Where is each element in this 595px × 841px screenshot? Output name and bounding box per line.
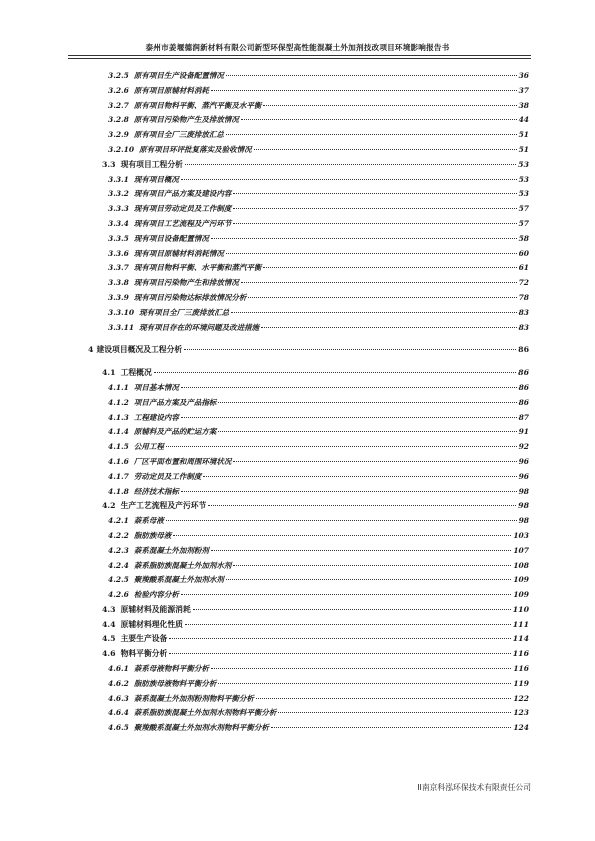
toc-entry-4-2-6[interactable]	[0, 587, 595, 602]
toc-entry-4-2-4[interactable]	[0, 558, 595, 573]
toc-entry-number: 4.2.1	[108, 516, 129, 526]
toc-entry-title: 工程建设内容	[133, 412, 179, 422]
toc-entry-3-2-9[interactable]	[0, 127, 595, 142]
toc-entry-number: 4.6.1	[108, 664, 129, 674]
toc-entry-number: 4.1.7	[108, 471, 129, 481]
toc-leader-dots	[263, 105, 516, 106]
toc-leader-dots	[154, 372, 516, 373]
toc-leader-dots	[231, 312, 516, 313]
toc-entry-page: 87	[518, 412, 529, 422]
toc-leader-dots	[271, 727, 511, 728]
toc-entry-title: 现有项目污染物产生和排放情况	[133, 278, 239, 288]
toc-entry-page: 96	[518, 471, 529, 481]
toc-entry-title: 现有项目全厂三废排放汇总	[139, 307, 230, 317]
toc-entry-number: 4.6.4	[108, 708, 129, 718]
toc-leader-dots	[208, 505, 516, 506]
toc-entry-page: 86	[518, 397, 529, 407]
toc-entry-4-1-3[interactable]	[0, 410, 595, 425]
toc-entry-title: 原有项目全厂三废排放汇总	[133, 130, 224, 140]
toc-leader-dots	[256, 698, 511, 699]
toc-entry-title: 项目基本情况	[133, 382, 179, 392]
toc-entry-title: 原有项目环评批复落实及验收情况	[139, 144, 252, 154]
toc-entry-page: 51	[518, 144, 529, 154]
toc-entry-number: 4.1.8	[108, 486, 129, 496]
toc-entry-page: 83	[518, 307, 529, 317]
toc-leader-dots	[233, 223, 516, 224]
toc-leader-dots	[241, 282, 517, 283]
toc-entry-number: 4.1.4	[108, 427, 129, 437]
toc-entry-page: 116	[513, 664, 529, 674]
toc-entry-3-3-8[interactable]	[0, 275, 595, 290]
toc-entry-number: 4.1.1	[108, 382, 129, 392]
toc-entry-3-2-5[interactable]	[0, 68, 595, 83]
toc-entry-page: 123	[513, 708, 529, 718]
toc-entry-title: 萘系混凝土外加剂粉剂	[133, 545, 209, 555]
toc-entry-4-4[interactable]	[0, 617, 595, 632]
toc-entry-title: 现有项目污染物达标排放情况分析	[133, 292, 247, 302]
toc-entry-4-2-2[interactable]	[0, 528, 595, 543]
toc-entry-page: 119	[513, 678, 529, 688]
toc-entry-number: 3.2.8	[108, 115, 129, 125]
toc-entry-number: 3.3.3	[108, 204, 129, 214]
toc-entry-title: 原辅材料及能源消耗	[120, 604, 191, 614]
toc-entry-title: 现有项目设备配置情况	[133, 233, 209, 243]
toc-entry-4[interactable]	[0, 342, 595, 357]
toc-entry-4-1-2[interactable]	[0, 395, 595, 410]
toc-entry-page: 92	[518, 442, 529, 452]
toc-entry-page: 98	[518, 516, 529, 526]
toc-entry-title: 萘系混凝土外加剂粉剂物料平衡分析	[133, 693, 254, 703]
toc-entry-page: 38	[518, 100, 529, 110]
toc-entry-number: 4.3	[102, 604, 116, 614]
toc-entry-title: 生产工艺流程及产污环节	[120, 501, 207, 511]
toc-entry-page: 57	[518, 218, 529, 228]
toc-entry-page: 109	[513, 590, 529, 600]
toc-entry-4-2-5[interactable]	[0, 572, 595, 587]
toc-leader-dots	[233, 193, 516, 194]
toc-entry-title: 原辅材料理化性质	[120, 619, 183, 629]
toc-entry-3-2-6[interactable]	[0, 83, 595, 98]
toc-entry-title: 原有项目物料平衡、蒸汽平衡及水平衡	[133, 100, 262, 110]
toc-entry-title: 现有项目概况	[133, 174, 179, 184]
toc-leader-dots	[181, 491, 517, 492]
toc-entry-number: 4.2.5	[108, 575, 129, 585]
toc-leader-dots	[181, 417, 517, 418]
toc-entry-number: 4.1.6	[108, 456, 129, 466]
toc-leader-dots	[278, 712, 511, 713]
toc-leader-dots	[241, 119, 517, 120]
toc-leader-dots	[185, 624, 511, 625]
toc-entry-title: 现有项目物料平衡、水平衡和蒸汽平衡	[133, 263, 262, 273]
toc-entry-page: 103	[513, 530, 529, 540]
toc-entry-3-3[interactable]	[0, 157, 595, 172]
toc-entry-page: 53	[518, 174, 529, 184]
toc-entry-number: 3.2.5	[108, 71, 129, 80]
toc-entry-number: 4.2	[102, 501, 116, 511]
toc-leader-dots	[226, 253, 517, 254]
toc-entry-page: 53	[518, 159, 529, 169]
toc-entry-page: 108	[513, 560, 529, 570]
toc-entry-page: 36	[518, 71, 529, 80]
header-title: 泰州市姜堰德润新材料有限公司新型环保型高性能混凝土外加剂技改项目环境影响报告书	[145, 43, 450, 52]
toc-entry-number: 3.2.7	[108, 100, 129, 110]
toc-entry-number: 4.6.3	[108, 693, 129, 703]
toc-entry-number: 3.3	[102, 159, 116, 169]
toc-entry-4-6-3[interactable]	[0, 691, 595, 706]
toc-leader-dots	[169, 653, 510, 654]
toc-entry-title: 萘系母液物料平衡分析	[133, 664, 209, 674]
toc-entry-number: 3.3.6	[108, 248, 129, 258]
toc-entry-4-6-1[interactable]	[0, 661, 595, 676]
footer-company: II南京科泓环保技术有限责任公司	[417, 783, 531, 792]
toc-leader-dots	[211, 90, 517, 91]
toc-entry-title: 经济技术指标	[133, 486, 179, 496]
toc-entry-title: 公用工程	[133, 442, 164, 452]
header-rule-thin	[68, 58, 531, 59]
toc-entry-title: 现有项目存在的环境问题及改进措施	[139, 322, 260, 332]
toc-entry-4-2-1[interactable]	[0, 513, 595, 528]
toc-entry-number: 3.3.2	[108, 189, 129, 199]
toc-leader-dots	[211, 550, 511, 551]
toc-entry-page: 37	[518, 85, 529, 95]
toc-leader-dots	[226, 134, 517, 135]
toc-entry-number: 3.3.11	[108, 322, 135, 332]
toc-entry-3-3-3[interactable]	[0, 201, 595, 216]
toc-leader-dots	[233, 208, 516, 209]
toc-entry-title: 劳动定员及工作制度	[133, 471, 202, 481]
toc-entry-3-3-6[interactable]	[0, 246, 595, 261]
toc-entry-number: 4.1.3	[108, 412, 129, 422]
toc-leader-dots	[233, 565, 511, 566]
toc-entry-title: 厂区平面布置和周围环境状况	[133, 456, 232, 466]
toc-entry-page: 72	[518, 278, 529, 288]
toc-gap	[0, 357, 595, 365]
toc-leader-dots	[254, 149, 517, 150]
toc-entry-page: 53	[518, 189, 529, 199]
toc-entry-title: 萘系脂肪族混凝土外加剂水剂	[133, 560, 232, 570]
toc-entry-number: 4.4	[102, 619, 116, 629]
toc-entry-page: 98	[518, 501, 529, 511]
toc-entry-page: 86	[518, 368, 529, 378]
toc-entry-title: 原有项目污染物产生及排放情况	[133, 115, 239, 125]
toc-leader-dots	[181, 179, 517, 180]
toc-entry-4-3[interactable]	[0, 602, 595, 617]
toc-leader-dots	[181, 387, 517, 388]
toc-leader-dots	[218, 431, 516, 432]
toc-entry-page: 114	[512, 634, 529, 644]
toc-leader-dots	[193, 609, 511, 610]
toc-leader-dots	[263, 267, 516, 268]
toc-entry-4-1-8[interactable]	[0, 484, 595, 499]
toc-leader-dots	[166, 446, 517, 447]
toc-leader-dots	[248, 297, 516, 298]
toc-entry-3-3-7[interactable]	[0, 260, 595, 275]
toc-leader-dots	[181, 594, 511, 595]
toc-entry-page: 60	[518, 248, 529, 258]
toc-entry-number: 4.1.5	[108, 442, 129, 452]
toc-entry-title: 现有项目工程分析	[120, 159, 183, 169]
toc-entry-title: 检验内容分析	[133, 590, 179, 600]
toc-leader-dots	[184, 349, 516, 350]
toc-entry-3-3-5[interactable]	[0, 231, 595, 246]
toc-entry-3-3-4[interactable]	[0, 216, 595, 231]
toc-leader-dots	[211, 668, 511, 669]
toc-entry-page: 96	[518, 456, 529, 466]
toc-entry-3-3-10[interactable]	[0, 305, 595, 320]
toc-leader-dots	[185, 164, 516, 165]
toc-entry-page: 110	[512, 604, 529, 614]
toc-entry-number: 4.6.2	[108, 678, 129, 688]
toc-entry-title: 现有项目产品方案及建设内容	[133, 189, 232, 199]
toc-leader-dots	[226, 579, 511, 580]
toc-entry-page: 61	[518, 263, 529, 273]
toc-entry-title: 脂肪族母液	[133, 530, 172, 540]
toc-entry-number: 3.3.9	[108, 292, 129, 302]
toc-entry-number: 4.1	[102, 368, 116, 378]
toc-entry-4-5[interactable]	[0, 631, 595, 646]
toc-entry-title: 原有项目生产设备配置情况	[133, 71, 224, 80]
toc-leader-dots	[218, 402, 516, 403]
toc-entry-page: 58	[518, 233, 529, 243]
toc-entry-title: 聚羧酸系混凝土外加剂水剂物料平衡分析	[133, 723, 269, 733]
toc-entry-number: 3.3.7	[108, 263, 129, 273]
toc-entry-3-3-11[interactable]	[0, 320, 595, 335]
toc-leader-dots	[233, 461, 516, 462]
toc-entry-number: 4	[88, 345, 94, 355]
toc-entry-title: 萘系母液	[133, 516, 164, 526]
toc-entry-4-2[interactable]	[0, 498, 595, 513]
toc-entry-4-1-7[interactable]	[0, 469, 595, 484]
toc-entry-4-6-4[interactable]	[0, 705, 595, 720]
toc-entry-title: 现有项目工艺流程及产污环节	[133, 218, 232, 228]
toc-entry-page: 111	[512, 619, 529, 629]
toc-entry-number: 4.6.5	[108, 723, 129, 733]
toc-entry-title: 现有项目原辅材料消耗情况	[133, 248, 224, 258]
toc-leader-dots	[166, 520, 517, 521]
toc-entry-title: 主要生产设备	[120, 634, 168, 644]
toc-entry-3-3-1[interactable]	[0, 172, 595, 187]
header-rule	[68, 55, 531, 56]
toc-leader-dots	[173, 535, 511, 536]
toc-leader-dots	[203, 476, 516, 477]
toc-entry-4-1-5[interactable]	[0, 439, 595, 454]
toc-entry-page: 116	[512, 649, 529, 659]
toc-entry-4-1-4[interactable]	[0, 424, 595, 439]
toc-entry-title: 原有项目原辅材料消耗	[133, 85, 209, 95]
toc-entry-title: 物料平衡分析	[120, 649, 168, 659]
toc-entry-title: 聚羧酸系混凝土外加剂水剂	[133, 575, 224, 585]
toc-leader-dots	[169, 638, 510, 639]
toc-entry-page: 107	[513, 545, 529, 555]
toc-entry-page: 91	[518, 427, 529, 437]
toc-entry-3-2-7[interactable]	[0, 98, 595, 113]
toc-leader-dots	[261, 327, 516, 328]
toc-entry-title: 萘系脂肪族混凝土外加剂水剂物料平衡分析	[133, 708, 277, 718]
toc-entry-3-3-9[interactable]	[0, 290, 595, 305]
toc-gap	[0, 334, 595, 342]
toc-entry-title: 项目产品方案及产品指标	[133, 397, 217, 407]
toc-entry-page: 86	[518, 382, 529, 392]
toc-entry-number: 4.2.3	[108, 545, 129, 555]
table-of-contents	[0, 68, 595, 735]
toc-entry-title: 脂肪族母液物料平衡分析	[133, 678, 217, 688]
toc-entry-4-6-5[interactable]	[0, 720, 595, 735]
toc-entry-page: 57	[518, 204, 529, 214]
toc-entry-4-1-6[interactable]	[0, 454, 595, 469]
toc-entry-4-1-1[interactable]	[0, 380, 595, 395]
toc-leader-dots	[226, 75, 517, 76]
toc-entry-page: 98	[518, 486, 529, 496]
toc-entry-3-2-8[interactable]	[0, 112, 595, 127]
toc-entry-number: 4.2.4	[108, 560, 129, 570]
toc-entry-number: 3.3.10	[108, 307, 135, 317]
toc-entry-3-2-10[interactable]	[0, 142, 595, 157]
toc-entry-number: 4.5	[102, 634, 116, 644]
toc-entry-page: 124	[513, 723, 529, 733]
toc-entry-page: 86	[518, 345, 529, 355]
toc-entry-title: 工程概况	[120, 368, 152, 378]
toc-entry-page: 122	[513, 693, 529, 703]
toc-entry-number: 4.6	[102, 649, 116, 659]
toc-entry-number: 3.3.8	[108, 278, 129, 288]
toc-entry-page: 109	[513, 575, 529, 585]
toc-leader-dots	[211, 238, 517, 239]
toc-entry-number: 3.2.10	[108, 144, 135, 154]
toc-entry-4-2-3[interactable]	[0, 543, 595, 558]
toc-entry-title: 建设项目概况及工程分析	[96, 345, 183, 355]
toc-entry-number: 3.2.6	[108, 85, 129, 95]
toc-entry-number: 4.2.2	[108, 530, 129, 540]
toc-entry-number: 3.2.9	[108, 130, 129, 140]
toc-entry-page: 78	[518, 292, 529, 302]
toc-entry-number: 3.3.1	[108, 174, 129, 184]
toc-entry-title: 现有项目劳动定员及工作制度	[133, 204, 232, 214]
toc-entry-title: 原辅料及产品的贮运方案	[133, 427, 217, 437]
toc-entry-3-3-2[interactable]	[0, 186, 595, 201]
toc-entry-number: 3.3.4	[108, 218, 129, 228]
toc-entry-page: 83	[518, 322, 529, 332]
toc-entry-4-6[interactable]	[0, 646, 595, 661]
toc-entry-4-1[interactable]	[0, 365, 595, 380]
toc-entry-number: 3.3.5	[108, 233, 129, 243]
toc-leader-dots	[218, 683, 511, 684]
toc-entry-number: 4.2.6	[108, 590, 129, 600]
toc-entry-4-6-2[interactable]	[0, 676, 595, 691]
toc-entry-page: 51	[518, 130, 529, 140]
toc-entry-number: 4.1.2	[108, 397, 129, 407]
toc-entry-page: 44	[518, 115, 529, 125]
